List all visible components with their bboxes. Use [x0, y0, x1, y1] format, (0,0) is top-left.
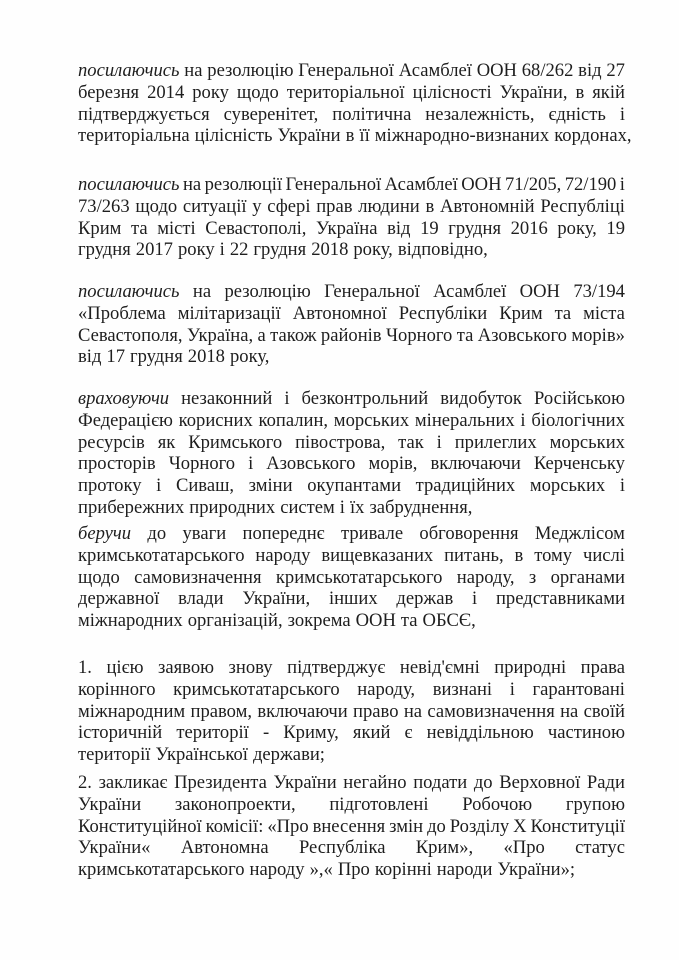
word: підготовлені: [329, 793, 429, 815]
word: «Про: [267, 815, 309, 837]
word: прибережних: [78, 496, 185, 518]
word: Робочою: [462, 793, 533, 815]
lead-word: посилаючись: [78, 174, 180, 195]
word: сфері: [267, 195, 311, 217]
word: держави;: [252, 744, 325, 766]
text-line: [78, 174, 625, 196]
word: мілітаризації: [177, 302, 281, 324]
word: і: [436, 431, 442, 453]
word: Республіка: [298, 837, 386, 859]
word: Керченську: [533, 453, 625, 475]
word: щодо: [135, 195, 178, 217]
text-line: [78, 722, 625, 744]
word: влади: [178, 588, 224, 610]
word: Української: [155, 744, 248, 766]
word: прилеглих: [454, 431, 537, 453]
word: грудня: [253, 239, 307, 261]
word: від: [578, 60, 602, 81]
word: правом,: [190, 700, 253, 722]
word: року: [177, 239, 215, 261]
word: резолюції: [204, 174, 283, 195]
word: в: [345, 125, 355, 147]
word: від: [387, 217, 411, 239]
word: 17: [106, 346, 125, 368]
text-line: [78, 744, 625, 766]
word: року: [192, 81, 229, 103]
word: і: [520, 409, 526, 431]
word: на: [184, 60, 203, 81]
word: народу,: [357, 678, 416, 700]
word: Меджлісом: [534, 523, 625, 544]
word: своїй: [583, 700, 625, 722]
text-line: [78, 816, 625, 838]
word: та: [456, 324, 474, 346]
word: Асамблеї: [433, 281, 507, 302]
text-line: [78, 657, 625, 679]
word: комісії:: [205, 815, 264, 837]
text-line: [78, 410, 625, 432]
word: включаючи: [257, 700, 348, 722]
word: попереднє: [242, 523, 325, 544]
word: числі: [582, 544, 625, 566]
word: який: [352, 722, 391, 744]
word: Криму,: [283, 722, 339, 744]
word: України: [78, 793, 142, 815]
word: просторів: [78, 453, 156, 475]
word: Конституційної: [78, 815, 202, 837]
word: копалин,: [258, 409, 329, 431]
word: природні: [494, 657, 567, 678]
word: районів: [320, 324, 382, 346]
word: Асамблеї: [398, 60, 472, 81]
word: резолюцію: [207, 60, 294, 81]
text-line: [78, 610, 625, 632]
word: народу: [255, 544, 311, 566]
word: подати: [413, 772, 468, 793]
word: 72/190: [564, 174, 617, 195]
word: Конституції: [530, 815, 625, 837]
word: в: [514, 544, 524, 566]
word: грудня: [448, 217, 502, 239]
word: є: [404, 722, 413, 744]
word: України,: [499, 81, 568, 103]
word: та: [131, 217, 148, 239]
word: підтверджує: [287, 657, 386, 678]
word: традиційних: [415, 475, 516, 497]
word: людини: [358, 195, 420, 217]
word: зокрема: [287, 610, 351, 632]
word: міжнародно-визнаних: [374, 125, 550, 147]
word: і: [156, 475, 162, 497]
word: України«: [78, 837, 151, 859]
text-line: [78, 679, 625, 701]
word: грудня: [78, 239, 131, 261]
word: вищевказаних: [321, 544, 434, 566]
word: України,: [242, 588, 311, 610]
word: ОБСЄ,: [422, 610, 476, 632]
word: 19: [606, 217, 625, 239]
word: біологічних: [531, 409, 625, 431]
word: права: [580, 657, 625, 678]
word: Автономній: [439, 195, 535, 217]
word: незалежність,: [425, 103, 535, 125]
word: 2018: [187, 346, 225, 368]
word: суверенітет,: [223, 103, 319, 125]
word: безконтрольний: [301, 388, 429, 409]
word: від: [78, 346, 102, 368]
word: державної: [78, 588, 160, 610]
word: закликає: [98, 772, 168, 793]
word: і: [339, 496, 345, 518]
word: морських: [529, 475, 606, 497]
word: самовизначення: [427, 700, 555, 722]
word: забруднення,: [369, 496, 473, 518]
word: корінного: [78, 678, 156, 700]
paragraph-resolution-68-262: [78, 60, 632, 147]
word: гарантовані: [532, 678, 625, 700]
word: кримськотатарського: [78, 859, 245, 881]
word: Генеральної: [285, 174, 382, 195]
word: групою: [565, 793, 625, 815]
word: Чорного: [385, 324, 453, 346]
lead-word: посилаючись: [78, 60, 180, 81]
word: 71/205,: [504, 174, 562, 195]
word: з: [528, 566, 537, 588]
word: протоку: [78, 475, 142, 497]
word: ситуації: [182, 195, 247, 217]
word: ООН: [519, 281, 560, 302]
text-line: [78, 60, 625, 82]
word: народи: [436, 859, 493, 881]
word: Азовського: [477, 324, 567, 346]
text-line: [78, 196, 625, 218]
word: кримськотатарського: [275, 566, 443, 588]
text-line: [78, 523, 625, 545]
word: і: [284, 388, 290, 409]
word: видобуток: [440, 388, 522, 409]
word: єдність: [548, 103, 606, 125]
text-line: [78, 239, 625, 261]
word: Про: [337, 859, 370, 881]
word: і: [619, 475, 625, 497]
word: і: [619, 174, 625, 195]
lead-word: посилаючись: [78, 281, 180, 302]
word: 2017: [135, 239, 173, 261]
word: і: [509, 678, 515, 700]
word: Автономної: [292, 302, 387, 324]
text-line: [78, 859, 625, 881]
word: заявою: [158, 657, 215, 678]
text-line: [78, 281, 625, 303]
word: Севастополя,: [78, 324, 183, 346]
word: її: [359, 125, 370, 147]
word: території: [78, 744, 151, 766]
word: історичній: [78, 722, 163, 744]
word: -: [262, 722, 270, 744]
paragraph-resolutions-human-rights: [78, 174, 625, 261]
word: щодо: [236, 81, 279, 103]
word: та: [400, 610, 418, 632]
word: «Про: [503, 837, 545, 859]
word: та: [554, 302, 572, 324]
word: підтверджується: [78, 103, 210, 125]
word: України: [277, 125, 341, 147]
word: морів»: [571, 324, 625, 346]
word: політична: [332, 103, 412, 125]
text-line: [78, 453, 625, 475]
word: Кримського: [188, 431, 283, 453]
word: «Проблема: [78, 302, 166, 324]
word: уваги: [182, 523, 227, 544]
word: ресурсів: [78, 431, 145, 453]
word: в: [575, 81, 585, 103]
word: визнані: [432, 678, 493, 700]
word: природних: [189, 496, 276, 518]
word: на: [182, 174, 202, 195]
word: відповідно,: [397, 239, 488, 261]
word: грудня: [130, 346, 183, 368]
word: включаючи: [430, 453, 521, 475]
word: законопроекти,: [174, 793, 296, 815]
word: внесення: [312, 815, 386, 837]
paragraph-resource-extraction: [78, 388, 625, 519]
word: Генеральної: [324, 281, 420, 302]
text-line: [78, 545, 625, 567]
paragraph-point-2-appeal: [78, 772, 625, 881]
word: у: [252, 195, 262, 217]
word: тому: [534, 544, 573, 566]
word: року,: [229, 346, 270, 368]
word: невід'ємні: [399, 657, 480, 678]
word: щодо: [78, 566, 120, 588]
word: народу,: [456, 566, 515, 588]
text-line: [78, 432, 625, 454]
word: місті: [157, 217, 196, 239]
word: кримськотатарського: [173, 678, 340, 700]
word: кордонах,: [554, 125, 632, 147]
word: і: [248, 453, 254, 475]
word: а: [257, 324, 266, 346]
paragraph-point-1-rights: [78, 657, 625, 766]
word: і: [619, 103, 625, 125]
paragraph-resolution-73-194: [78, 281, 625, 368]
text-line: [78, 82, 625, 104]
word: 73/194: [573, 281, 625, 302]
word: до: [147, 523, 167, 544]
word: і: [472, 588, 478, 610]
text-line: [78, 346, 625, 368]
word: Республіки: [398, 302, 488, 324]
word: до: [473, 772, 493, 793]
word: Асамблеї: [384, 174, 458, 195]
word: міста: [583, 302, 625, 324]
word: негайно: [343, 772, 407, 793]
word: корисних: [178, 409, 253, 431]
word: міжнародних: [78, 610, 183, 632]
word: Азовського: [266, 453, 356, 475]
word: право: [353, 700, 399, 722]
word: ООН: [355, 610, 396, 632]
word: березня: [78, 81, 140, 103]
word: Верховної: [499, 772, 581, 793]
word: Севастополі,: [205, 217, 307, 239]
word: 2016: [510, 217, 548, 239]
word: Російською: [533, 388, 625, 409]
word: представниками: [495, 588, 625, 610]
word: Президента: [174, 772, 267, 793]
word: зміни: [248, 475, 293, 497]
text-line: [78, 125, 632, 147]
word: самовизначення: [134, 566, 262, 588]
word: Федерацією: [78, 409, 173, 431]
word: морських: [333, 409, 410, 431]
word: Генеральної: [298, 60, 394, 81]
word: цією: [106, 657, 144, 678]
word: в: [425, 195, 435, 217]
text-line: [78, 567, 625, 589]
word: на: [560, 700, 579, 722]
word: на: [192, 281, 212, 302]
word: 68/262: [521, 60, 574, 81]
word: також: [270, 324, 317, 346]
word: »,«: [309, 859, 333, 881]
word: Республіці: [540, 195, 625, 217]
word: питань,: [444, 544, 504, 566]
word: їх: [349, 496, 365, 518]
word: інших: [328, 588, 378, 610]
word: до: [427, 815, 446, 837]
word: територіальної: [286, 81, 405, 103]
word: міжнародним: [78, 700, 186, 722]
word: ООН: [476, 60, 517, 81]
lead-word: враховуючи: [78, 388, 170, 409]
word: Чорного: [168, 453, 236, 475]
word: систем: [280, 496, 335, 518]
word: народу: [249, 859, 305, 881]
word: 27: [606, 60, 625, 81]
word: Україна: [316, 217, 378, 239]
word: 2.: [78, 772, 92, 793]
word: Крим: [78, 217, 122, 239]
word: тривале: [340, 523, 404, 544]
word: обговорення: [419, 523, 519, 544]
word: України: [273, 772, 337, 793]
word: резолюцію: [224, 281, 311, 302]
word: 73/263: [78, 195, 130, 217]
word: і: [219, 239, 225, 261]
word: статус: [575, 837, 625, 859]
word: Розділу: [449, 815, 510, 837]
word: змін: [389, 815, 424, 837]
word: Ради: [586, 772, 625, 793]
word: Автономна: [180, 837, 269, 859]
text-line: [78, 325, 625, 347]
word: якій: [592, 81, 625, 103]
word: морських: [549, 431, 625, 453]
word: окупантами: [307, 475, 402, 497]
paragraph-mejlis-discussion: [78, 523, 625, 632]
text-line: [78, 794, 625, 816]
word: як: [157, 431, 176, 453]
text-line: [78, 475, 625, 497]
word: мінеральних: [414, 409, 515, 431]
text-line: [78, 303, 625, 325]
word: знову: [228, 657, 273, 678]
text-line: [78, 218, 625, 240]
word: морів,: [368, 453, 418, 475]
word: територіальна: [78, 125, 190, 147]
word: території: [176, 722, 249, 744]
text-line: [78, 772, 625, 794]
word: 22: [229, 239, 249, 261]
word: Крим»,: [415, 837, 474, 859]
word: організацій,: [187, 610, 283, 632]
word: органами: [550, 566, 625, 588]
word: корінні: [374, 859, 432, 881]
word: року,: [353, 239, 393, 261]
word: держав: [396, 588, 454, 610]
text-line: [78, 588, 625, 610]
word: частиною: [547, 722, 625, 744]
text-line: [78, 497, 625, 519]
text-line: [78, 837, 625, 859]
text-line: [78, 701, 625, 723]
word: Х: [513, 815, 527, 837]
text-line: [78, 104, 625, 126]
word: на: [403, 700, 423, 722]
word: 19: [420, 217, 439, 239]
word: півострова,: [295, 431, 386, 453]
word: 2014: [147, 81, 185, 103]
word: 1.: [78, 657, 92, 678]
word: Крим: [499, 302, 543, 324]
word: кримськотатарського: [78, 544, 245, 566]
word: незаконний: [181, 388, 273, 409]
lead-word: беручи: [78, 523, 132, 544]
word: ООН: [461, 174, 502, 195]
text-line: [78, 388, 625, 410]
word: так: [398, 431, 424, 453]
word: Україна,: [186, 324, 254, 346]
word: року,: [557, 217, 597, 239]
word: 2018: [311, 239, 349, 261]
word: невіддільною: [426, 722, 534, 744]
word: цілісності: [412, 81, 492, 103]
word: прав: [316, 195, 353, 217]
word: України»;: [497, 859, 576, 881]
word: цілісність: [194, 125, 273, 147]
word: Сиваш,: [175, 475, 235, 497]
